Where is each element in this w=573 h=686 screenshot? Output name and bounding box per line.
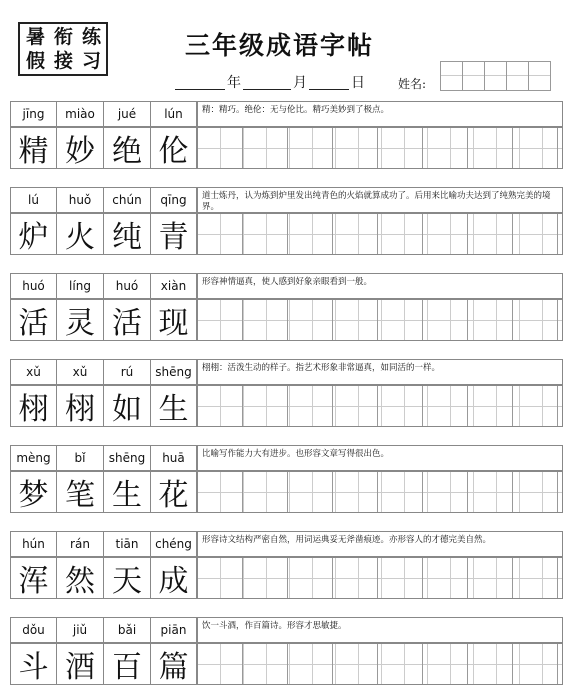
hanzi-cell: 精 [10,127,57,169]
pinyin-cell: chún [103,187,151,213]
name-field[interactable] [440,61,551,91]
hanzi-cell: 花 [150,471,197,513]
pinyin-cell: jīng [10,101,57,127]
pinyin-cell: piān [150,617,197,643]
practice-grid[interactable] [197,299,563,341]
idiom-block [10,359,563,427]
hanzi-cell: 火 [56,213,104,255]
pinyin-cell: rán [56,531,104,557]
pinyin-cell: mèng [10,445,57,471]
idiom-block [10,617,563,685]
stamp-char: 暑 [26,26,46,48]
pinyin-cell: chéng [150,531,197,557]
pinyin-cell: jué [103,101,151,127]
pinyin-cell: hún [10,531,57,557]
pinyin-cell: huó [10,273,57,299]
idiom-meaning: 精：精巧。绝伦：无与伦比。精巧美妙到了极点。 [197,101,563,127]
pinyin-cell: bǎi [103,617,151,643]
stamp-char: 假 [26,50,46,72]
name-label: 姓名: [398,77,427,91]
hanzi-cell: 现 [150,299,197,341]
stamp-char: 衔 [54,26,74,48]
hanzi-cell: 栩 [56,385,104,427]
hanzi-cell: 酒 [56,643,104,685]
hanzi-cell: 斗 [10,643,57,685]
hanzi-cell: 然 [56,557,104,599]
hanzi-cell: 活 [103,299,151,341]
idiom-meaning: 道士炼丹，认为炼到炉里发出纯青色的火焰就算成功了。后用来比喻功夫达到了纯熟完美的境界。 [197,187,563,213]
pinyin-cell: miào [56,101,104,127]
year-label: 年 [227,75,241,91]
pinyin-cell: jiǔ [56,617,104,643]
month-blank[interactable] [243,89,291,90]
hanzi-cell: 妙 [56,127,104,169]
stamp-char: 接 [54,50,74,72]
idiom-block [10,273,563,341]
practice-grid[interactable] [197,385,563,427]
pinyin-cell: dǒu [10,617,57,643]
idiom-meaning: 比喻写作能力大有进步。也形容文章写得很出色。 [197,445,563,471]
practice-grid[interactable] [197,557,563,599]
practice-grid[interactable] [197,643,563,685]
hanzi-cell: 伦 [150,127,197,169]
stamp-char: 习 [82,50,102,72]
idiom-meaning: 饮一斗酒，作百篇诗。形容才思敏捷。 [197,617,563,643]
year-blank[interactable] [175,89,225,90]
hanzi-cell: 篇 [150,643,197,685]
hanzi-cell: 生 [150,385,197,427]
hanzi-cell: 浑 [10,557,57,599]
idiom-block [10,445,563,513]
idiom-block [10,187,563,255]
practice-grid[interactable] [197,127,563,169]
pinyin-cell: shēng [103,445,151,471]
practice-grid[interactable] [197,213,563,255]
day-blank[interactable] [309,89,349,90]
idiom-meaning: 栩栩：活泼生动的样子。指艺术形象非常逼真，如同活的一样。 [197,359,563,385]
hanzi-cell: 栩 [10,385,57,427]
pinyin-cell: rú [103,359,151,385]
page-title: 三年级成语字帖 [185,31,375,60]
pinyin-cell: huā [150,445,197,471]
hanzi-cell: 纯 [103,213,151,255]
idiom-block [10,101,563,169]
hanzi-cell: 笔 [56,471,104,513]
hanzi-cell: 绝 [103,127,151,169]
hanzi-cell: 天 [103,557,151,599]
pinyin-cell: huó [103,273,151,299]
pinyin-cell: xiàn [150,273,197,299]
hanzi-cell: 生 [103,471,151,513]
pinyin-cell: xǔ [56,359,104,385]
summer-practice-stamp [18,22,108,76]
month-label: 月 [293,75,307,91]
hanzi-cell: 梦 [10,471,57,513]
idiom-meaning: 形容神情逼真，使人感到好象亲眼看到一般。 [197,273,563,299]
pinyin-cell: huǒ [56,187,104,213]
idiom-meaning: 形容诗文结构严密自然，用词运典妥无斧凿痕迹。亦形容人的才德完美自然。 [197,531,563,557]
pinyin-cell: lú [10,187,57,213]
hanzi-cell: 灵 [56,299,104,341]
pinyin-cell: lún [150,101,197,127]
pinyin-cell: líng [56,273,104,299]
hanzi-cell: 如 [103,385,151,427]
hanzi-cell: 炉 [10,213,57,255]
idiom-block [10,531,563,599]
day-label: 日 [351,75,365,91]
hanzi-cell: 活 [10,299,57,341]
hanzi-cell: 成 [150,557,197,599]
hanzi-cell: 百 [103,643,151,685]
hanzi-cell: 青 [150,213,197,255]
pinyin-cell: shēng [150,359,197,385]
practice-grid[interactable] [197,471,563,513]
pinyin-cell: bǐ [56,445,104,471]
pinyin-cell: tiān [103,531,151,557]
pinyin-cell: xǔ [10,359,57,385]
pinyin-cell: qīng [150,187,197,213]
stamp-char: 练 [82,26,102,48]
